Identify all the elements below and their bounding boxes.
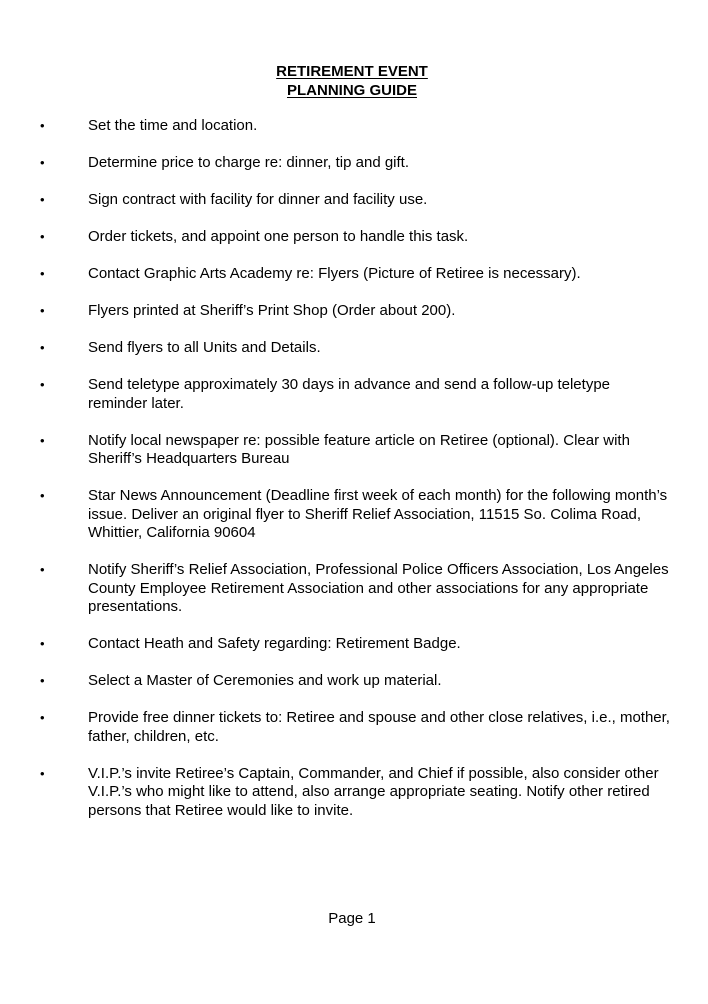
bullet-icon: • — [40, 673, 45, 688]
list-item — [0, 265, 708, 284]
list-item — [0, 765, 708, 821]
bullet-icon: • — [40, 377, 45, 392]
list-item — [0, 635, 708, 654]
bullet-icon: • — [40, 192, 45, 207]
list-item-text: Star News Announcement (Deadline first week of each month) for the following month’s issue. Deliver an original flyer to Sheriff Relief Association, 11515 So. Colima Road, Whittier, California 90604 — [88, 487, 668, 541]
list-item-text: Notify local newspaper re: possible feature article on Retiree (optional). Clear with Sheriff’s Headquarters Bureau — [88, 431, 630, 467]
planning-checklist — [0, 117, 708, 839]
list-item — [0, 302, 708, 321]
document-title — [0, 62, 704, 100]
list-item-text: Determine price to charge re: dinner, tip and gift. — [88, 154, 410, 171]
bullet-icon: • — [40, 636, 45, 651]
list-item-text: Set the time and location. — [88, 117, 258, 134]
bullet-icon: • — [40, 266, 45, 281]
bullet-icon: • — [40, 488, 45, 503]
list-item-text: Contact Graphic Arts Academy re: Flyers (Picture of Retiree is necessary). — [88, 265, 581, 282]
list-item — [0, 228, 708, 247]
bullet-icon: • — [40, 229, 45, 244]
list-item — [0, 376, 708, 413]
list-item — [0, 561, 708, 617]
list-item-text: Provide free dinner tickets to: Retiree and spouse and other close relatives, i.e., mother, father, children, etc. — [88, 709, 670, 745]
list-item — [0, 709, 708, 746]
bullet-icon: • — [40, 303, 45, 318]
list-item — [0, 432, 708, 469]
list-item-text: V.I.P.’s invite Retiree’s Captain, Commander, and Chief if possible, also consider other V.I.P.’s who might like to attend, also arrange appropriate seating. Notify other retired persons that Retiree would like to invite. — [88, 764, 659, 819]
list-item — [0, 672, 708, 691]
list-item — [0, 191, 708, 210]
bullet-icon: • — [40, 340, 45, 355]
bullet-icon: • — [40, 155, 45, 170]
list-item-text: Notify Sheriff’s Relief Association, Professional Police Officers Association, Los Angeles County Employee Retirement Association and other associations for any appropriate presentations. — [88, 561, 669, 615]
bullet-icon: • — [40, 562, 45, 577]
list-item-text: Send flyers to all Units and Details. — [88, 339, 321, 356]
list-item — [0, 339, 708, 358]
page-number: Page 1 — [328, 910, 376, 927]
bullet-icon: • — [40, 765, 45, 781]
list-item-text: Contact Heath and Safety regarding: Retirement Badge. — [88, 635, 461, 652]
bullet-icon: • — [40, 118, 45, 133]
list-item-text: Sign contract with facility for dinner and facility use. — [88, 191, 428, 208]
list-item-text: Send teletype approximately 30 days in advance and send a follow-up teletype reminder later. — [88, 376, 611, 412]
list-item — [0, 487, 708, 543]
list-item — [0, 154, 708, 173]
bullet-icon: • — [40, 432, 45, 448]
list-item-text: Select a Master of Ceremonies and work up material. — [88, 672, 442, 689]
title-line-1: RETIREMENT EVENT — [276, 63, 428, 80]
bullet-icon: • — [40, 710, 45, 725]
list-item — [0, 117, 708, 136]
title-line-2: PLANNING GUIDE — [286, 82, 417, 99]
list-item-text: Flyers printed at Sheriff’s Print Shop (Order about 200). — [88, 302, 456, 319]
list-item-text: Order tickets, and appoint one person to handle this task. — [88, 228, 469, 245]
